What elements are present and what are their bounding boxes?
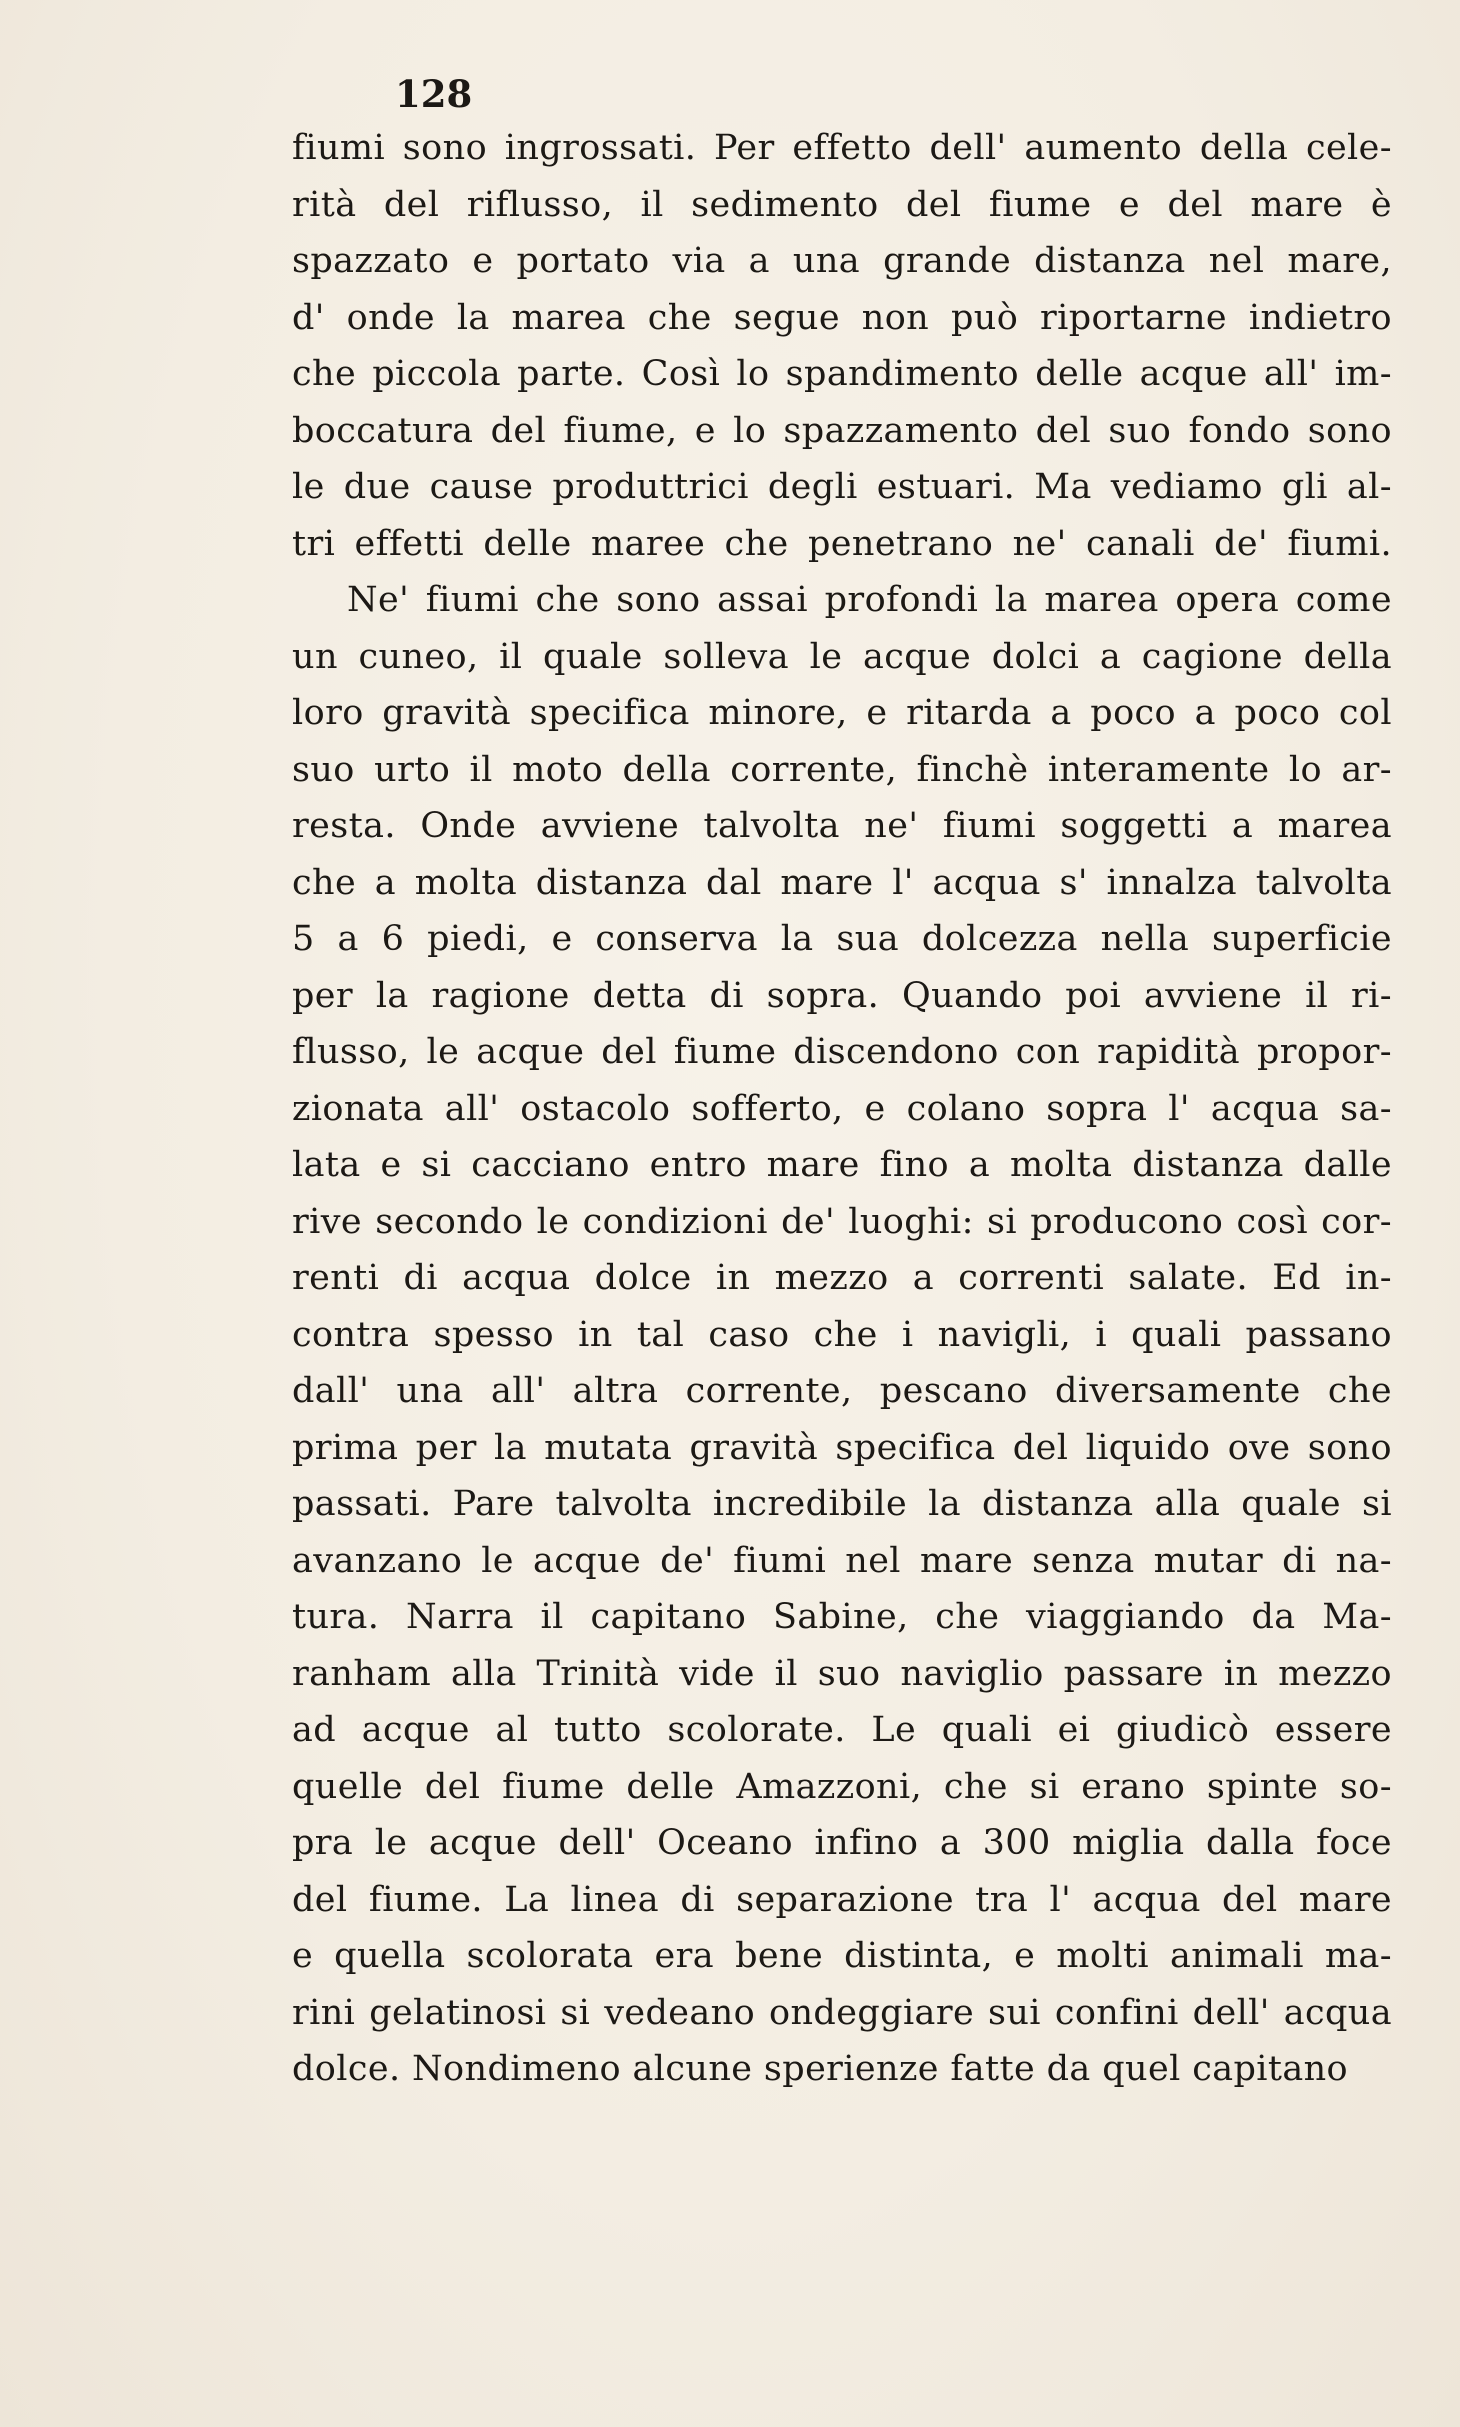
- text-line: 5 a 6 piedi, e conserva la sua dolcezza nella superficie: [292, 919, 1392, 959]
- paragraph-first-line: Ne' fiumi che sono assai profondi la marea opera come: [347, 580, 1392, 620]
- text-line: suo urto il moto della corrente, finchè interamente lo ar-: [292, 749, 1392, 790]
- text-line: rità del riflusso, il sedimento del fiume e del mare è: [292, 184, 1392, 225]
- text-line: passati. Pare talvolta incredibile la distanza alla quale si: [292, 1484, 1392, 1524]
- text-line: dall' una all' altra corrente, pescano diversamente che: [292, 1371, 1392, 1411]
- text-line: tura. Narra il capitano Sabine, che viaggiando da Ma-: [292, 1597, 1392, 1637]
- text-line: spazzato e portato via a una grande distanza nel mare,: [292, 241, 1392, 281]
- text-line: pra le acque dell' Oceano infino a 300 miglia dalla foce: [292, 1823, 1392, 1863]
- text-line: che piccola parte. Così lo spandimento delle acque all' im-: [292, 354, 1392, 394]
- text-line: renti di acqua dolce in mezzo a correnti salate. Ed in-: [292, 1258, 1392, 1298]
- text-line: rive secondo le condizioni de' luoghi: si producono così cor-: [292, 1201, 1392, 1242]
- text-line: d' onde la marea che segue non può riportarne indietro: [292, 297, 1392, 338]
- text-line: ad acque al tutto scolorate. Le quali ei giudicò essere: [292, 1710, 1392, 1750]
- text-line: rini gelatinosi si vedeano ondeggiare sui confini dell' acqua: [292, 1992, 1392, 2033]
- text-line: loro gravità specifica minore, e ritarda a poco a poco col: [292, 693, 1392, 733]
- text-line: del fiume. La linea di separazione tra l' acqua del mare: [292, 1879, 1392, 1920]
- text-line: per la ragione detta di sopra. Quando poi avviene il ri-: [292, 975, 1392, 1016]
- text-line: flusso, le acque del fiume discendono con rapidità propor-: [292, 1032, 1392, 1072]
- page-number: 128: [395, 72, 473, 116]
- text-line: contra spesso in tal caso che i navigli, i quali passano: [292, 1314, 1392, 1355]
- text-line: che a molta distanza dal mare l' acqua s' innalza talvolta: [292, 862, 1392, 903]
- text-line: dolce. Nondimeno alcune sperienze fatte da quel capitano: [292, 2049, 1349, 2089]
- text-line: fiumi sono ingrossati. Per effetto dell' aumento della cele-: [292, 128, 1392, 168]
- text-line: avanzano le acque de' fiumi nel mare senza mutar di na-: [292, 1540, 1392, 1581]
- text-line: resta. Onde avviene talvolta ne' fiumi soggetti a marea: [292, 806, 1392, 846]
- text-line: tri effetti delle maree che penetrano ne' canali de' fiumi.: [292, 523, 1392, 564]
- text-line: e quella scolorata era bene distinta, e molti animali ma-: [292, 1936, 1392, 1976]
- body-text: [292, 120, 1392, 2098]
- text-line: quelle del fiume delle Amazzoni, che si erano spinte so-: [292, 1766, 1392, 1807]
- text-line: ranham alla Trinità vide il suo naviglio passare in mezzo: [292, 1653, 1392, 1694]
- text-line: zionata all' ostacolo sofferto, e colano sopra l' acqua sa-: [292, 1088, 1392, 1129]
- text-line: lata e si cacciano entro mare fino a molta distanza dalle: [292, 1145, 1392, 1185]
- text-line: le due cause produttrici degli estuari. Ma vediamo gli al-: [292, 467, 1392, 507]
- text-line: prima per la mutata gravità specifica del liquido ove sono: [292, 1427, 1392, 1468]
- text-line: un cuneo, il quale solleva le acque dolci a cagione della: [292, 636, 1392, 677]
- text-line: boccatura del fiume, e lo spazzamento del suo fondo sono: [292, 410, 1392, 451]
